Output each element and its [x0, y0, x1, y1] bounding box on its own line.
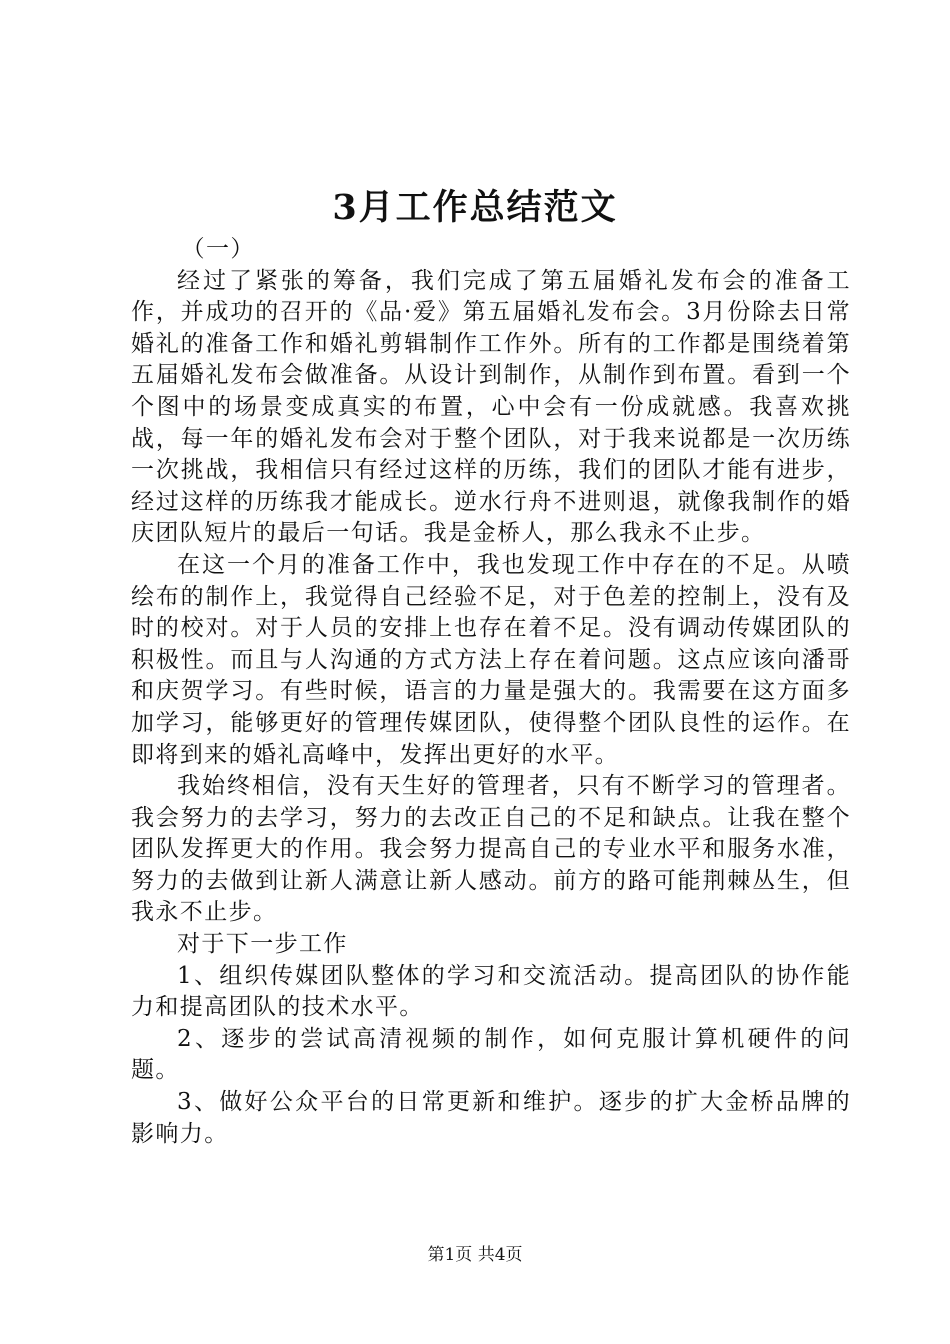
section-heading: （一）: [181, 236, 255, 262]
paragraph-commitment: 我始终相信，没有天生好的管理者，只有不断学习的管理者。我会努力的去学习，努力的去改正自己的不足和缺点。让我在整个团队发挥更大的作用。我会努力提高自己的专业水平和服务水准，努力的去做到让新人满意让新人感动。前方的路可能荆棘丛生，但我永不止步。: [131, 773, 851, 926]
next-steps-heading: 对于下一步工作: [177, 931, 348, 958]
next-step-item-2: 2、逐步的尝试高清视频的制作，如何克服计算机硬件的问题。: [131, 1025, 851, 1084]
page-title: 3月工作总结范文: [332, 187, 618, 228]
next-step-item-1: 1、组织传媒团队整体的学习和交流活动。提高团队的协作能力和提高团队的技术水平。: [131, 962, 851, 1021]
document-body: [131, 234, 851, 1150]
next-step-item-3: 3、做好公众平台的日常更新和维护。逐步的扩大金桥品牌的影响力。: [131, 1089, 851, 1147]
paragraph-shortcomings: 在这一个月的准备工作中，我也发现工作中存在的不足。从喷绘布的制作上，我觉得自己经验不足，对于色差的控制上，没有及时的校对。对于人员的安排上也存在着不足。没有调动传媒团队的积极性。而且与人沟通的方式方法上存在着问题。这点应该向潘哥和庆贺学习。有些时候，语言的力量是强大的。我需要在这方面多加学习，能够更好的管理传媒团队，使得整个团队良性的运作。在即将到来的婚礼高峰中，发挥出更好的水平。: [131, 551, 851, 768]
paragraph-preparation: 经过了紧张的筹备，我们完成了第五届婚礼发布会的准备工作，并成功的召开的《品·爱》第五届婚礼发布会。3月份除去日常婚礼的准备工作和婚礼剪辑制作工作外。所有的工作都是围绕着第五届婚礼发布会做准备。从设计到制作，从制作到布置。看到一个个图中的场景变成真实的布置，心中会有一份成就感。我喜欢挑战，每一年的婚礼发布会对于整个团队，对于我来说都是一次历练一次挑战，我相信只有经过这样的历练，我们的团队才能有进步，经过这样的历练我才能成长。逆水行舟不进则退，就像我制作的婚庆团队短片的最后一句话。我是金桥人，那么我永不止步。: [131, 267, 851, 547]
page-number-footer: 第1页 共4页: [427, 1245, 523, 1265]
